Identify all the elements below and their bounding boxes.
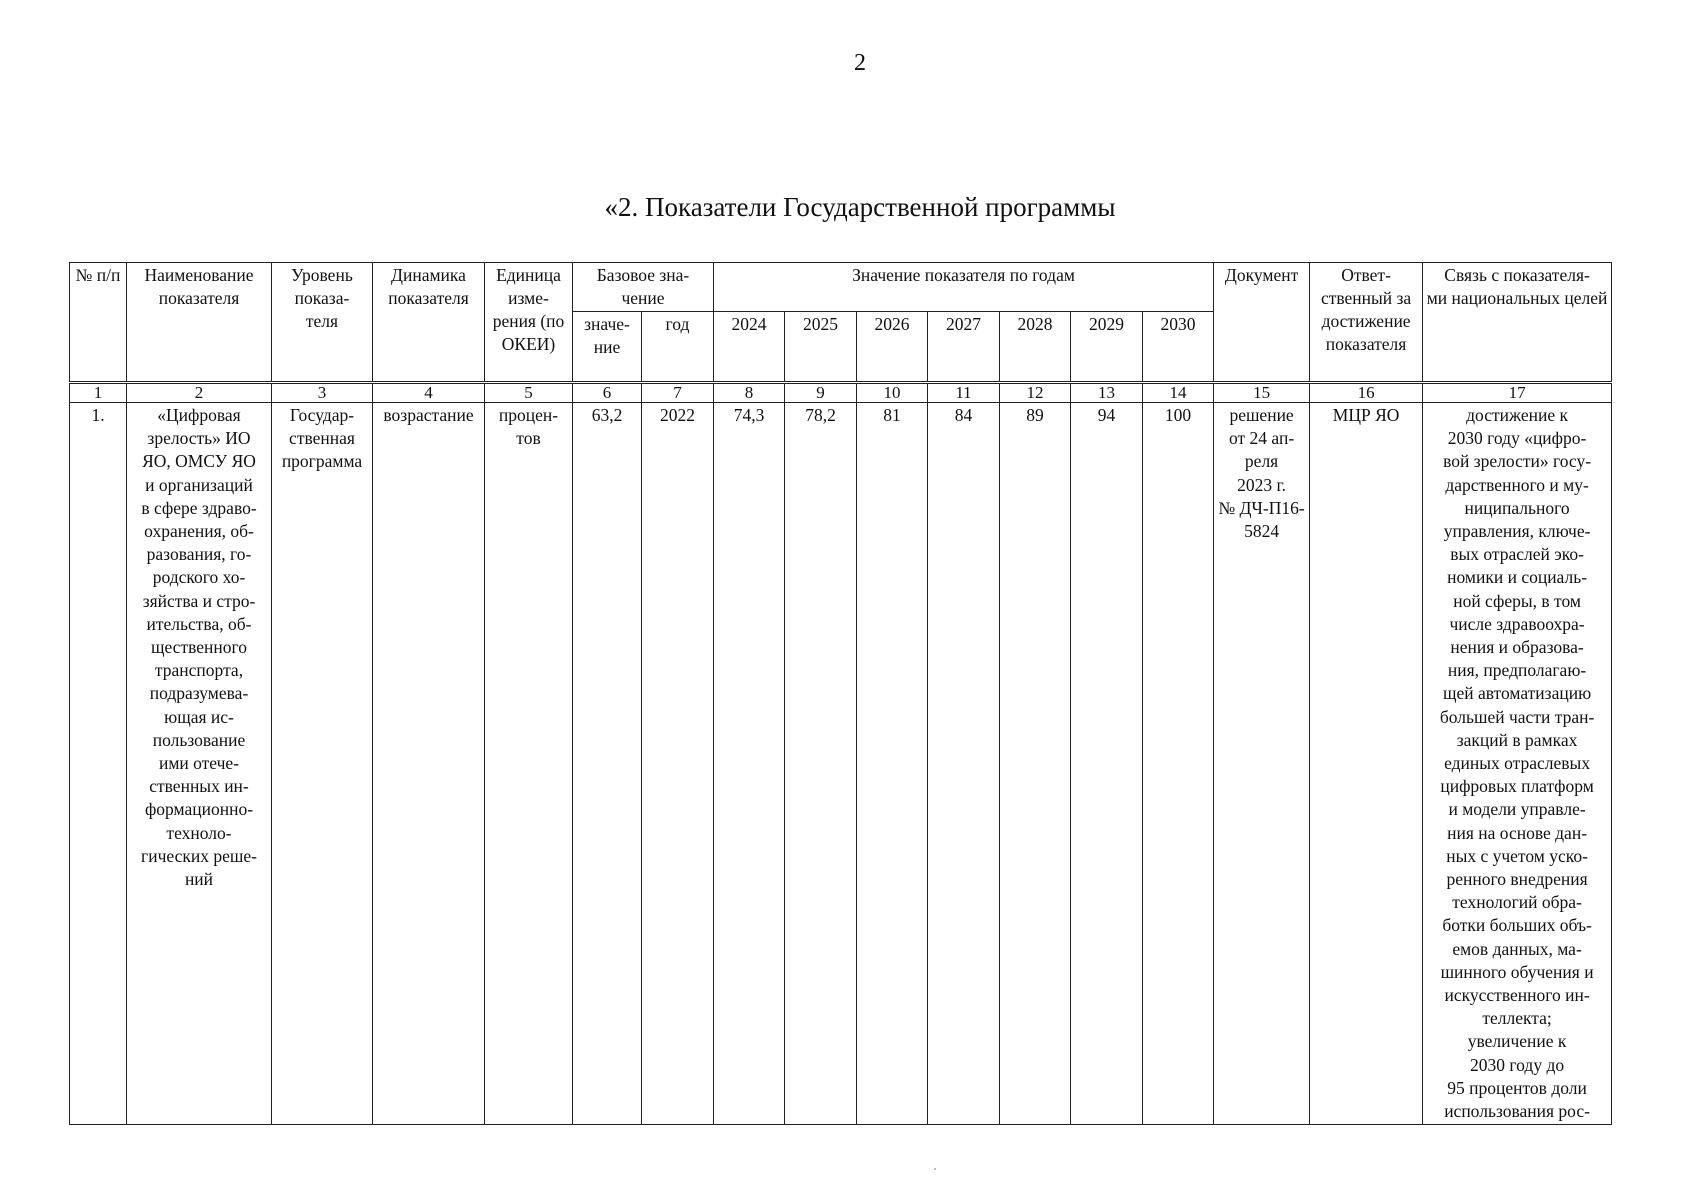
cell-name: «Цифровая зрелость» ИО ЯО, ОМСУ ЯО и организаций в сфере здраво- охранения, об- разования, го- родского хо- зяйства и стро- ительства, об- щественного транспорта, подразумева- ющая ис- пользование ими отече- ственных ин- формационно- техноло- гических реше- ний — [127, 403, 272, 1125]
cell-value-2027: 84 — [928, 403, 1000, 1125]
column-number: 6 — [573, 383, 642, 403]
table-row — [70, 403, 1612, 1125]
column-number: 12 — [1000, 383, 1071, 403]
header-level: Уровень показа- теля — [272, 263, 373, 383]
cell-link: достижение к 2030 году «цифро- вой зрелости» госу- дарственного и му- ниципального управления, ключе- вых отраслей эко- номики и социаль- ной сферы, в том числе здравоохра- нения и образова- ния, предполагаю- щей автоматизацию большей части тран- закций в рамках единых отраслевых цифровых платформ и модели управле- ния на основе дан- ных с учетом уско- ренного внедрения технологий обра- ботки больших объ- емов данных, ма- шинного обучения и искусственного ин- теллекта; увеличение к 2030 году до 95 процентов доли использования рос- — [1423, 403, 1612, 1125]
header-year: 2027 — [928, 312, 1000, 383]
column-number: 11 — [928, 383, 1000, 403]
cell-value-2028: 89 — [1000, 403, 1071, 1125]
cell-dynamics: возрастание — [373, 403, 485, 1125]
header-year: 2025 — [785, 312, 857, 383]
column-number: 3 — [272, 383, 373, 403]
header-num: № п/п — [70, 263, 127, 383]
column-number: 1 — [70, 383, 127, 403]
header-link: Связь с показателя- ми национальных целей — [1423, 263, 1612, 383]
column-number: 8 — [714, 383, 785, 403]
column-number: 15 — [1214, 383, 1310, 403]
header-dynamics: Динамика показателя — [373, 263, 485, 383]
scan-speck — [934, 1168, 936, 1170]
header-year: 2028 — [1000, 312, 1071, 383]
column-number: 2 — [127, 383, 272, 403]
header-year: 2024 — [714, 312, 785, 383]
cell-unit: процен- тов — [485, 403, 573, 1125]
header-base: Базовое зна- чение — [573, 263, 714, 312]
cell-level: Государ- ственная программа — [272, 403, 373, 1125]
header-year: 2030 — [1143, 312, 1214, 383]
page-title: «2. Показатели Государственной программы — [604, 192, 1116, 222]
header-base-value: значе- ние — [573, 312, 642, 383]
header-base-year: год — [642, 312, 714, 383]
cell-base-value: 63,2 — [573, 403, 642, 1125]
indicators-table — [69, 262, 1612, 1125]
header-responsible: Ответ- ственный за достижение показателя — [1310, 263, 1423, 383]
header-row — [70, 263, 1612, 312]
column-number: 16 — [1310, 383, 1423, 403]
page-number: 2 — [854, 50, 866, 76]
column-number: 5 — [485, 383, 573, 403]
header-year: 2026 — [857, 312, 928, 383]
header-unit: Единица изме- рения (по ОКЕИ) — [485, 263, 573, 383]
cell-value-2030: 100 — [1143, 403, 1214, 1125]
cell-responsible: МЦР ЯО — [1310, 403, 1423, 1125]
header-name: Наименование показателя — [127, 263, 272, 383]
column-number: 13 — [1071, 383, 1143, 403]
column-number: 4 — [373, 383, 485, 403]
cell-value-2026: 81 — [857, 403, 928, 1125]
column-number: 14 — [1143, 383, 1214, 403]
cell-num: 1. — [70, 403, 127, 1125]
header-document: Документ — [1214, 263, 1310, 383]
column-number: 7 — [642, 383, 714, 403]
header-by-years: Значение показателя по годам — [714, 263, 1214, 312]
cell-base-year: 2022 — [642, 403, 714, 1125]
column-number-row — [70, 383, 1612, 403]
cell-value-2025: 78,2 — [785, 403, 857, 1125]
column-number: 17 — [1423, 383, 1612, 403]
cell-value-2024: 74,3 — [714, 403, 785, 1125]
column-number: 10 — [857, 383, 928, 403]
cell-document: решение от 24 ап- реля 2023 г. № ДЧ-П16- 5824 — [1214, 403, 1310, 1125]
column-number: 9 — [785, 383, 857, 403]
cell-value-2029: 94 — [1071, 403, 1143, 1125]
header-year: 2029 — [1071, 312, 1143, 383]
